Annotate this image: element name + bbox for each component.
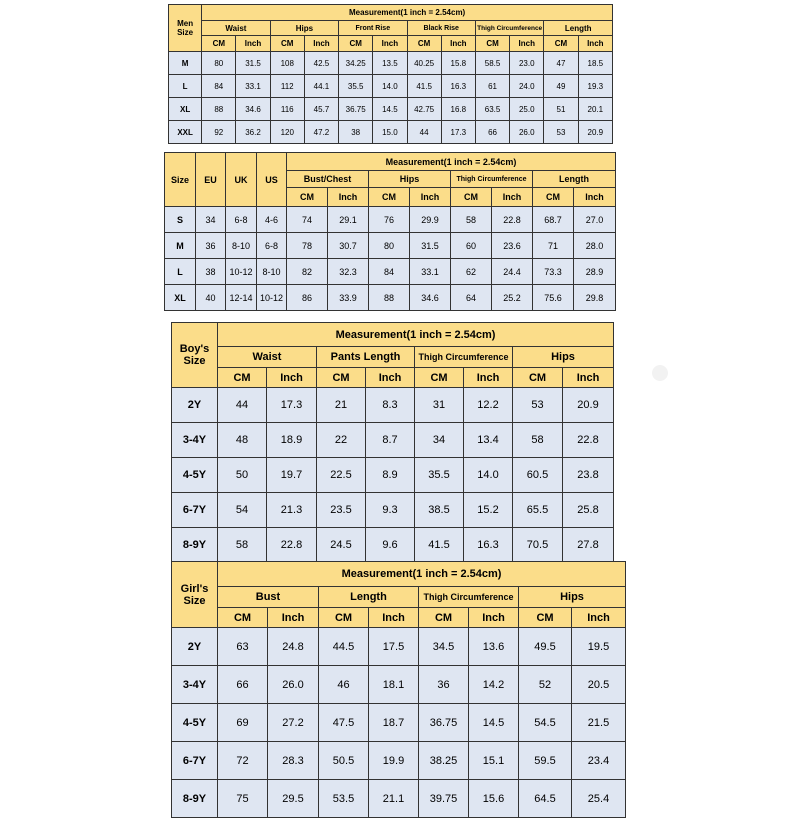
measurement-cell: 18.1 — [369, 666, 419, 704]
measurement-cell: 29.9 — [410, 207, 451, 233]
measurement-cell: 29.1 — [328, 207, 369, 233]
measurement-cell: 17.3 — [267, 388, 317, 423]
measurement-cell: 76 — [369, 207, 410, 233]
measurement-cell: 35.5 — [339, 75, 373, 98]
size-cell: 2Y — [172, 388, 218, 423]
men-unit-cm: CM — [544, 36, 578, 52]
women-measurement-title: Measurement(1 inch = 2.54cm) — [287, 153, 616, 171]
size-cell: 6-7Y — [172, 742, 218, 780]
measurement-cell: 14.2 — [469, 666, 519, 704]
measurement-cell: 4-6 — [257, 207, 287, 233]
measurement-cell: 112 — [270, 75, 304, 98]
measurement-cell: 18.7 — [369, 704, 419, 742]
measurement-cell: 15.1 — [469, 742, 519, 780]
measurement-cell: 72 — [218, 742, 268, 780]
boys-unit-inch: Inch — [563, 368, 614, 388]
measurement-cell: 120 — [270, 121, 304, 144]
measurement-cell: 34 — [415, 423, 464, 458]
men-unit-inch: Inch — [578, 36, 612, 52]
boys-group-pants-length: Pants Length — [317, 347, 415, 368]
men-unit-cm: CM — [475, 36, 509, 52]
measurement-cell: 16.3 — [441, 75, 475, 98]
table-row — [169, 121, 613, 144]
measurement-cell: 36 — [196, 233, 226, 259]
table-row — [172, 493, 614, 528]
measurement-cell: 14.0 — [373, 75, 407, 98]
measurement-cell: 48 — [218, 423, 267, 458]
size-cell: 3-4Y — [172, 423, 218, 458]
boys-unit-inch: Inch — [464, 368, 513, 388]
girls-table-body — [172, 628, 626, 818]
women-unit-cm: CM — [369, 188, 410, 207]
table-row — [172, 528, 614, 563]
measurement-cell: 34 — [196, 207, 226, 233]
measurement-cell: 47.5 — [319, 704, 369, 742]
size-cell: S — [165, 207, 196, 233]
measurement-cell: 66 — [218, 666, 268, 704]
men-group-hips: Hips — [270, 21, 338, 36]
measurement-cell: 70.5 — [513, 528, 563, 563]
measurement-cell: 41.5 — [415, 528, 464, 563]
boys-unit-cm: CM — [415, 368, 464, 388]
measurement-cell: 84 — [202, 75, 236, 98]
table-row — [172, 628, 626, 666]
measurement-cell: 8.3 — [366, 388, 415, 423]
table-row — [172, 704, 626, 742]
men-unit-cm: CM — [270, 36, 304, 52]
measurement-cell: 18.9 — [267, 423, 317, 458]
men-group-back-rise: Black Rise — [407, 21, 475, 36]
measurement-cell: 65.5 — [513, 493, 563, 528]
measurement-cell: 10-12 — [257, 285, 287, 311]
measurement-cell: 25.4 — [572, 780, 626, 818]
size-cell: XXL — [169, 121, 202, 144]
measurement-cell: 40 — [196, 285, 226, 311]
girls-group-bust: Bust — [218, 587, 319, 608]
measurement-cell: 12-14 — [226, 285, 257, 311]
men-group-front-rise: Front Rise — [339, 21, 407, 36]
measurement-cell: 54 — [218, 493, 267, 528]
measurement-cell: 17.3 — [441, 121, 475, 144]
men-unit-inch: Inch — [236, 36, 270, 52]
measurement-cell: 88 — [369, 285, 410, 311]
measurement-cell: 31.5 — [236, 52, 270, 75]
measurement-cell: 14.5 — [469, 704, 519, 742]
boys-group-thigh: Thigh Circumference — [415, 347, 513, 368]
measurement-cell: 10-12 — [226, 259, 257, 285]
measurement-cell: 6-8 — [257, 233, 287, 259]
measurement-cell: 14.5 — [373, 98, 407, 121]
measurement-cell: 116 — [270, 98, 304, 121]
measurement-cell: 13.5 — [373, 52, 407, 75]
measurement-cell: 36.2 — [236, 121, 270, 144]
women-unit-inch: Inch — [328, 188, 369, 207]
measurement-cell: 75 — [218, 780, 268, 818]
table-row — [165, 207, 616, 233]
measurement-cell: 64.5 — [519, 780, 572, 818]
measurement-cell: 39.75 — [419, 780, 469, 818]
measurement-cell: 25.0 — [510, 98, 544, 121]
men-measurement-title: Measurement(1 inch = 2.54cm) — [202, 5, 613, 21]
measurement-cell: 29.5 — [268, 780, 319, 818]
men-group-waist: Waist — [202, 21, 270, 36]
size-cell: L — [165, 259, 196, 285]
measurement-cell: 8-10 — [257, 259, 287, 285]
size-cell: M — [165, 233, 196, 259]
measurement-cell: 46 — [319, 666, 369, 704]
measurement-cell: 36.75 — [339, 98, 373, 121]
girls-group-thigh: Thigh Circumference — [419, 587, 519, 608]
measurement-cell: 53 — [513, 388, 563, 423]
measurement-cell: 33.9 — [328, 285, 369, 311]
measurement-cell: 38 — [196, 259, 226, 285]
measurement-cell: 27.8 — [563, 528, 614, 563]
measurement-cell: 9.6 — [366, 528, 415, 563]
table-row — [165, 233, 616, 259]
measurement-cell: 16.3 — [464, 528, 513, 563]
size-cell: L — [169, 75, 202, 98]
measurement-cell: 45.7 — [304, 98, 338, 121]
measurement-cell: 60.5 — [513, 458, 563, 493]
boys-group-hips: Hips — [513, 347, 614, 368]
men-unit-inch: Inch — [373, 36, 407, 52]
measurement-cell: 22.8 — [492, 207, 533, 233]
measurement-cell: 29.8 — [574, 285, 616, 311]
measurement-cell: 64 — [451, 285, 492, 311]
table-row — [172, 742, 626, 780]
men-unit-cm: CM — [407, 36, 441, 52]
measurement-cell: 34.25 — [339, 52, 373, 75]
measurement-cell: 28.9 — [574, 259, 616, 285]
measurement-cell: 20.9 — [563, 388, 614, 423]
women-size-chart — [164, 152, 616, 311]
measurement-cell: 62 — [451, 259, 492, 285]
measurement-cell: 15.6 — [469, 780, 519, 818]
measurement-cell: 75.6 — [533, 285, 574, 311]
measurement-cell: 23.5 — [317, 493, 366, 528]
measurement-cell: 13.6 — [469, 628, 519, 666]
measurement-cell: 19.5 — [572, 628, 626, 666]
men-unit-inch: Inch — [304, 36, 338, 52]
men-unit-inch: Inch — [441, 36, 475, 52]
girls-size-corner: Girl's Size — [172, 562, 218, 628]
measurement-cell: 50 — [218, 458, 267, 493]
measurement-cell: 47.2 — [304, 121, 338, 144]
girls-unit-inch: Inch — [469, 608, 519, 628]
measurement-cell: 80 — [369, 233, 410, 259]
measurement-cell: 54.5 — [519, 704, 572, 742]
measurement-cell: 8.7 — [366, 423, 415, 458]
measurement-cell: 8.9 — [366, 458, 415, 493]
women-unit-cm: CM — [287, 188, 328, 207]
girls-unit-inch: Inch — [572, 608, 626, 628]
boys-size-corner: Boy's Size — [172, 323, 218, 388]
measurement-cell: 42.75 — [407, 98, 441, 121]
men-table-body — [169, 52, 613, 144]
measurement-cell: 22 — [317, 423, 366, 458]
measurement-cell: 21.3 — [267, 493, 317, 528]
measurement-cell: 24.4 — [492, 259, 533, 285]
measurement-cell: 86 — [287, 285, 328, 311]
measurement-cell: 108 — [270, 52, 304, 75]
measurement-cell: 20.5 — [572, 666, 626, 704]
table-row — [172, 458, 614, 493]
measurement-cell: 33.1 — [410, 259, 451, 285]
girls-measurement-title: Measurement(1 inch = 2.54cm) — [218, 562, 626, 587]
table-row — [172, 666, 626, 704]
measurement-cell: 38 — [339, 121, 373, 144]
measurement-cell: 31.5 — [410, 233, 451, 259]
table-row — [169, 75, 613, 98]
women-table-body — [165, 207, 616, 311]
women-unit-inch: Inch — [574, 188, 616, 207]
women-group-bust: Bust/Chest — [287, 171, 369, 188]
measurement-cell: 58 — [218, 528, 267, 563]
measurement-cell: 34.6 — [236, 98, 270, 121]
measurement-cell: 30.7 — [328, 233, 369, 259]
measurement-cell: 49.5 — [519, 628, 572, 666]
measurement-cell: 92 — [202, 121, 236, 144]
measurement-cell: 23.8 — [563, 458, 614, 493]
measurement-cell: 31 — [415, 388, 464, 423]
women-group-thigh: Thigh Circumference — [451, 171, 533, 188]
girls-unit-cm: CM — [319, 608, 369, 628]
measurement-cell: 23.6 — [492, 233, 533, 259]
measurement-cell: 17.5 — [369, 628, 419, 666]
measurement-cell: 24.5 — [317, 528, 366, 563]
measurement-cell: 21.1 — [369, 780, 419, 818]
women-uk-header: UK — [226, 153, 257, 207]
measurement-cell: 44 — [218, 388, 267, 423]
measurement-cell: 22.8 — [563, 423, 614, 458]
women-unit-inch: Inch — [492, 188, 533, 207]
boys-measurement-title: Measurement(1 inch = 2.54cm) — [218, 323, 614, 347]
measurement-cell: 23.4 — [572, 742, 626, 780]
table-row — [172, 780, 626, 818]
measurement-cell: 28.0 — [574, 233, 616, 259]
measurement-cell: 68.7 — [533, 207, 574, 233]
men-size-corner: Men Size — [169, 5, 202, 52]
measurement-cell: 36.75 — [419, 704, 469, 742]
girls-group-hips: Hips — [519, 587, 626, 608]
boys-unit-cm: CM — [317, 368, 366, 388]
measurement-cell: 61 — [475, 75, 509, 98]
size-cell: 3-4Y — [172, 666, 218, 704]
table-row — [172, 423, 614, 458]
size-cell: M — [169, 52, 202, 75]
measurement-cell: 88 — [202, 98, 236, 121]
measurement-cell: 8-10 — [226, 233, 257, 259]
measurement-cell: 69 — [218, 704, 268, 742]
boys-unit-inch: Inch — [267, 368, 317, 388]
measurement-cell: 58 — [451, 207, 492, 233]
women-group-length: Length — [533, 171, 616, 188]
measurement-cell: 26.0 — [510, 121, 544, 144]
measurement-cell: 24.8 — [268, 628, 319, 666]
measurement-cell: 16.8 — [441, 98, 475, 121]
table-row — [169, 98, 613, 121]
measurement-cell: 34.6 — [410, 285, 451, 311]
size-cell: 6-7Y — [172, 493, 218, 528]
measurement-cell: 41.5 — [407, 75, 441, 98]
boys-table-body — [172, 388, 614, 563]
girls-unit-inch: Inch — [369, 608, 419, 628]
measurement-cell: 74 — [287, 207, 328, 233]
measurement-cell: 36 — [419, 666, 469, 704]
boys-unit-cm: CM — [218, 368, 267, 388]
men-unit-inch: Inch — [510, 36, 544, 52]
boys-group-waist: Waist — [218, 347, 317, 368]
measurement-cell: 84 — [369, 259, 410, 285]
women-unit-cm: CM — [451, 188, 492, 207]
measurement-cell: 52 — [519, 666, 572, 704]
measurement-cell: 15.8 — [441, 52, 475, 75]
measurement-cell: 13.4 — [464, 423, 513, 458]
measurement-cell: 20.9 — [578, 121, 612, 144]
measurement-cell: 22.5 — [317, 458, 366, 493]
measurement-cell: 33.1 — [236, 75, 270, 98]
measurement-cell: 63 — [218, 628, 268, 666]
boys-unit-cm: CM — [513, 368, 563, 388]
size-cell: XL — [165, 285, 196, 311]
watermark-mark — [652, 365, 668, 381]
size-cell: XL — [169, 98, 202, 121]
table-row — [165, 285, 616, 311]
measurement-cell: 58.5 — [475, 52, 509, 75]
size-cell: 8-9Y — [172, 528, 218, 563]
measurement-cell: 24.0 — [510, 75, 544, 98]
size-cell: 2Y — [172, 628, 218, 666]
measurement-cell: 50.5 — [319, 742, 369, 780]
measurement-cell: 19.7 — [267, 458, 317, 493]
girls-unit-inch: Inch — [268, 608, 319, 628]
measurement-cell: 9.3 — [366, 493, 415, 528]
measurement-cell: 59.5 — [519, 742, 572, 780]
women-group-hips: Hips — [369, 171, 451, 188]
girls-unit-cm: CM — [218, 608, 268, 628]
measurement-cell: 38.25 — [419, 742, 469, 780]
men-size-chart — [168, 4, 613, 144]
measurement-cell: 44.1 — [304, 75, 338, 98]
girls-unit-cm: CM — [519, 608, 572, 628]
measurement-cell: 63.5 — [475, 98, 509, 121]
women-size-header: Size — [165, 153, 196, 207]
table-row — [169, 52, 613, 75]
women-us-header: US — [257, 153, 287, 207]
measurement-cell: 53.5 — [319, 780, 369, 818]
boys-size-chart — [171, 322, 614, 563]
measurement-cell: 26.0 — [268, 666, 319, 704]
measurement-cell: 73.3 — [533, 259, 574, 285]
measurement-cell: 66 — [475, 121, 509, 144]
measurement-cell: 28.3 — [268, 742, 319, 780]
women-unit-cm: CM — [533, 188, 574, 207]
women-unit-inch: Inch — [410, 188, 451, 207]
measurement-cell: 60 — [451, 233, 492, 259]
measurement-cell: 18.5 — [578, 52, 612, 75]
size-cell: 4-5Y — [172, 458, 218, 493]
table-row — [165, 259, 616, 285]
men-unit-cm: CM — [202, 36, 236, 52]
measurement-cell: 14.0 — [464, 458, 513, 493]
measurement-cell: 49 — [544, 75, 578, 98]
measurement-cell: 58 — [513, 423, 563, 458]
measurement-cell: 15.2 — [464, 493, 513, 528]
measurement-cell: 53 — [544, 121, 578, 144]
measurement-cell: 78 — [287, 233, 328, 259]
girls-unit-cm: CM — [419, 608, 469, 628]
measurement-cell: 44 — [407, 121, 441, 144]
girls-group-length: Length — [319, 587, 419, 608]
measurement-cell: 40.25 — [407, 52, 441, 75]
measurement-cell: 38.5 — [415, 493, 464, 528]
measurement-cell: 47 — [544, 52, 578, 75]
measurement-cell: 12.2 — [464, 388, 513, 423]
measurement-cell: 27.2 — [268, 704, 319, 742]
men-group-thigh: Thigh Circumference — [475, 21, 543, 36]
measurement-cell: 51 — [544, 98, 578, 121]
measurement-cell: 25.2 — [492, 285, 533, 311]
measurement-cell: 22.8 — [267, 528, 317, 563]
men-unit-cm: CM — [339, 36, 373, 52]
measurement-cell: 21.5 — [572, 704, 626, 742]
measurement-cell: 35.5 — [415, 458, 464, 493]
measurement-cell: 19.3 — [578, 75, 612, 98]
women-eu-header: EU — [196, 153, 226, 207]
measurement-cell: 21 — [317, 388, 366, 423]
measurement-cell: 23.0 — [510, 52, 544, 75]
size-cell: 4-5Y — [172, 704, 218, 742]
boys-unit-inch: Inch — [366, 368, 415, 388]
table-row — [172, 388, 614, 423]
measurement-cell: 42.5 — [304, 52, 338, 75]
size-cell: 8-9Y — [172, 780, 218, 818]
men-group-length: Length — [544, 21, 613, 36]
measurement-cell: 82 — [287, 259, 328, 285]
measurement-cell: 71 — [533, 233, 574, 259]
measurement-cell: 15.0 — [373, 121, 407, 144]
measurement-cell: 32.3 — [328, 259, 369, 285]
measurement-cell: 34.5 — [419, 628, 469, 666]
measurement-cell: 44.5 — [319, 628, 369, 666]
measurement-cell: 25.8 — [563, 493, 614, 528]
girls-size-chart — [171, 561, 626, 818]
measurement-cell: 27.0 — [574, 207, 616, 233]
measurement-cell: 80 — [202, 52, 236, 75]
measurement-cell: 19.9 — [369, 742, 419, 780]
measurement-cell: 6-8 — [226, 207, 257, 233]
measurement-cell: 20.1 — [578, 98, 612, 121]
